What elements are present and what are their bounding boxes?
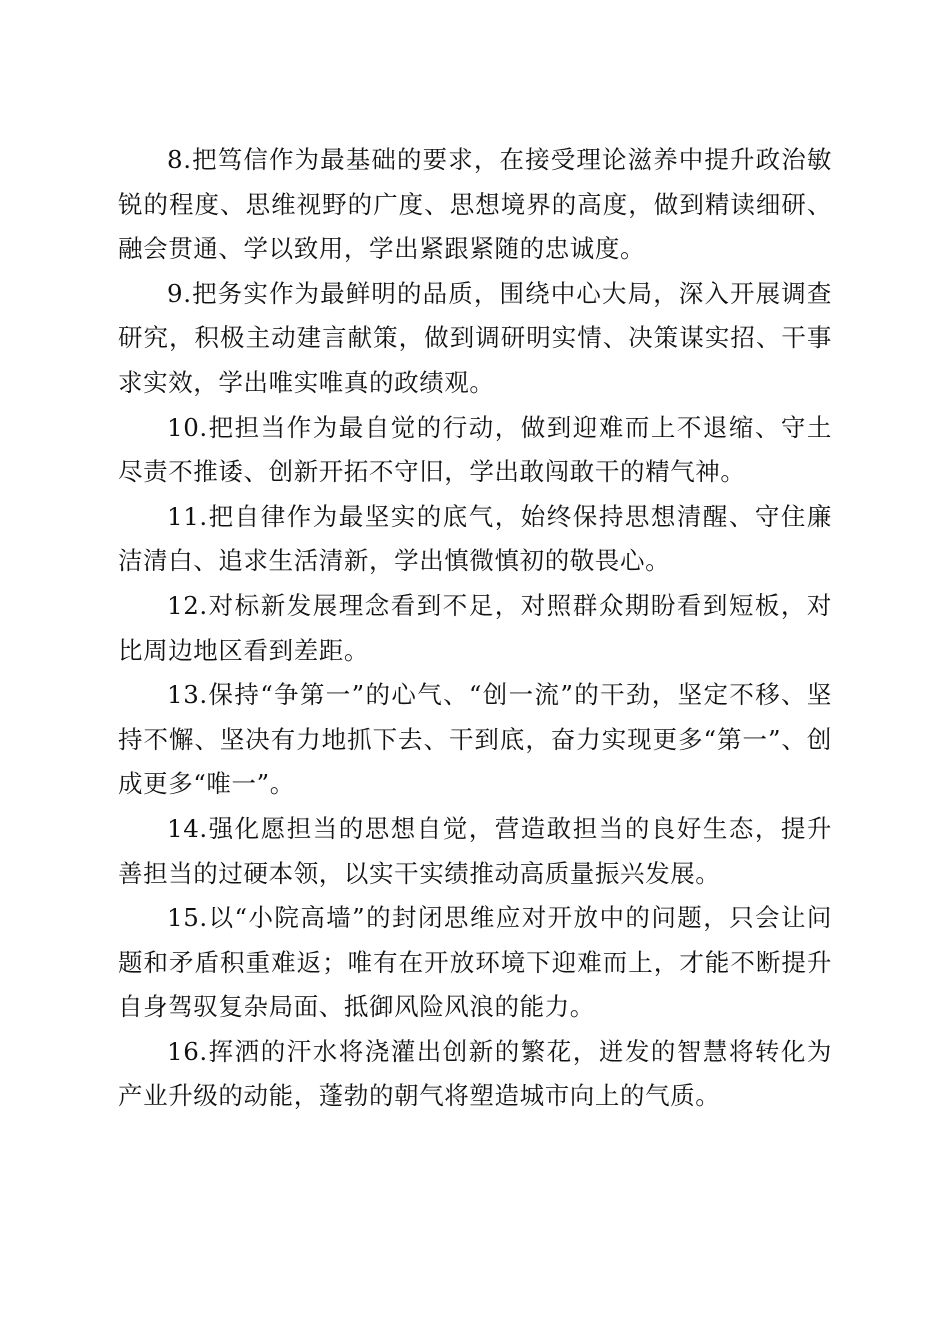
paragraph-12: 12.对标新发展理念看到不足，对照群众期盼看到短板，对比周边地区看到差距。 bbox=[118, 590, 832, 665]
paragraph-10: 10.把担当作为最自觉的行动，做到迎难而上不退缩、守土尽责不推诿、创新开拓不守旧，学出敢闯敢干的精气神。 bbox=[118, 412, 832, 487]
paragraph-8: 8.把笃信作为最基础的要求，在接受理论滋养中提升政治敏锐的程度、思维视野的广度、思想境界的高度，做到精读细研、融会贯通、学以致用，学出紧跟紧随的忠诚度。 bbox=[118, 145, 832, 264]
paragraph-13: 13.保持“争第一”的心气、“创一流”的干劲，坚定不移、坚持不懈、坚决有力地抓下去、干到底，奋力实现更多“第一”、创成更多“唯一”。 bbox=[118, 680, 832, 799]
document-page bbox=[118, 138, 832, 1119]
paragraph-16: 16.挥洒的汗水将浇灌出创新的繁花，迸发的智慧将转化为产业升级的动能，蓬勃的朝气将塑造城市向上的气质。 bbox=[118, 1036, 832, 1111]
paragraph-9: 9.把务实作为最鲜明的品质，围绕中心大局，深入开展调查研究，积极主动建言献策，做到调研明实情、决策谋实招、干事求实效，学出唯实唯真的政绩观。 bbox=[118, 278, 832, 397]
paragraph-11: 11.把自律作为最坚实的底气，始终保持思想清醒、守住廉洁清白、追求生活清新，学出慎微慎初的敬畏心。 bbox=[118, 501, 832, 576]
paragraph-14: 14.强化愿担当的思想自觉，营造敢担当的良好生态，提升善担当的过硬本领，以实干实绩推动高质量振兴发展。 bbox=[118, 813, 832, 888]
paragraph-15: 15.以“小院高墙”的封闭思维应对开放中的问题，只会让问题和矛盾积重难返；唯有在开放环境下迎难而上，才能不断提升自身驾驭复杂局面、抵御风险风浪的能力。 bbox=[118, 903, 832, 1022]
